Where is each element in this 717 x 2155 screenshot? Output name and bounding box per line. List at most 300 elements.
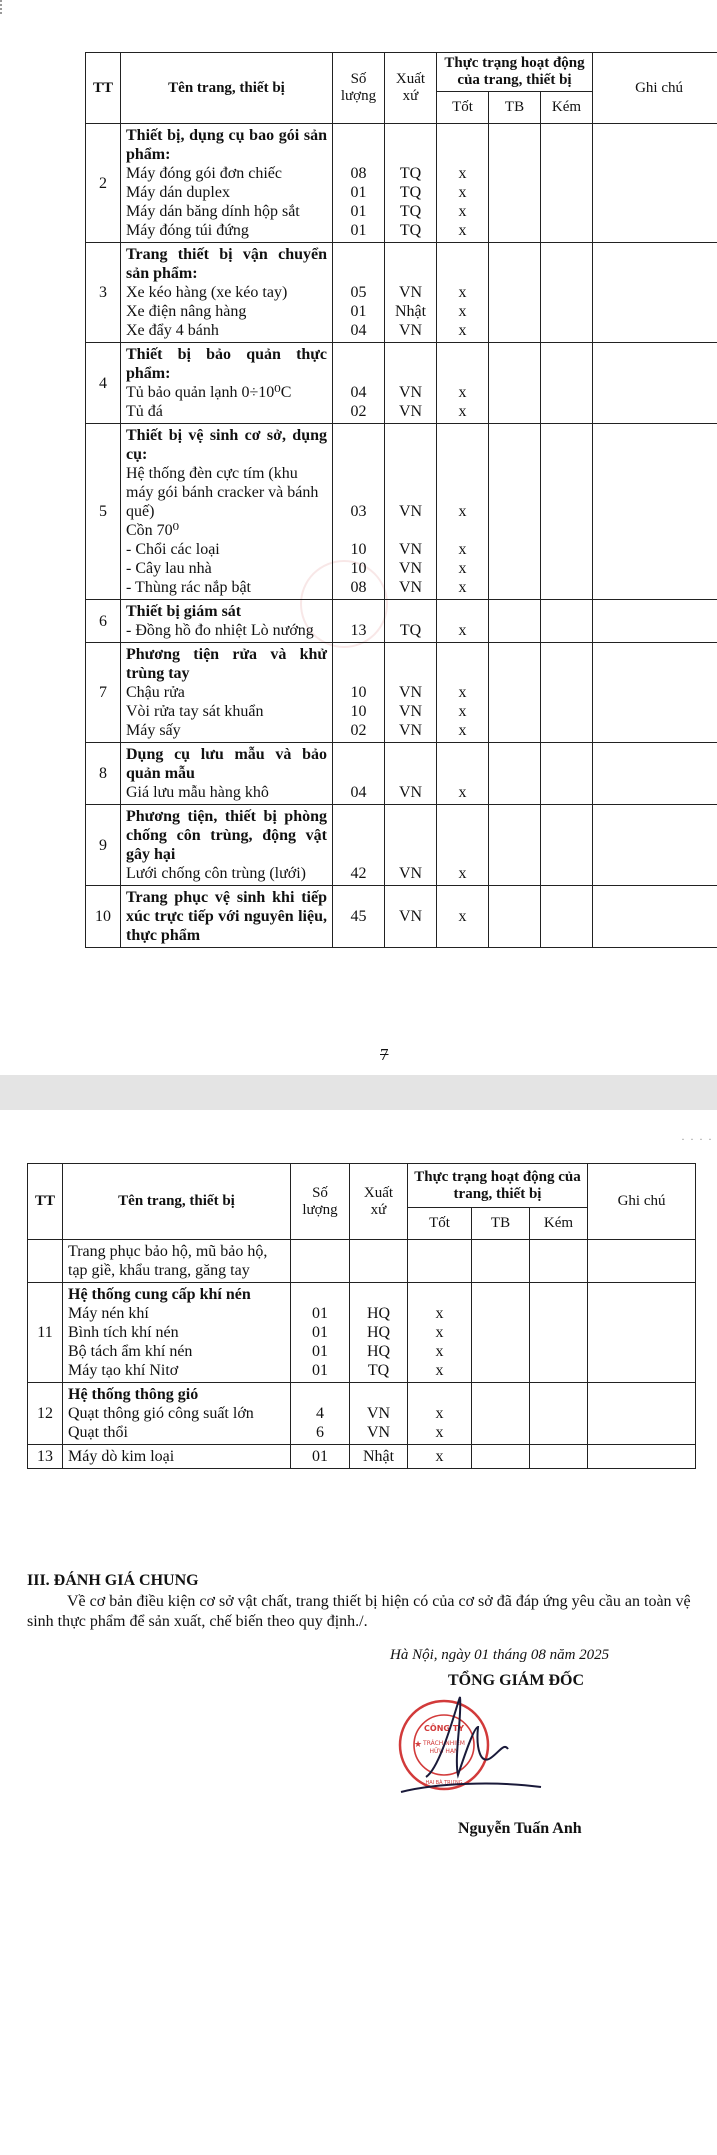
spacer <box>390 483 431 502</box>
col-avg-header: TB <box>489 92 541 124</box>
spacer <box>390 826 431 845</box>
group-heading: Thiết bị vệ sinh cơ sở, dụng cụ: <box>126 427 327 463</box>
origin-value: TQ <box>399 184 422 201</box>
spacer <box>390 245 431 264</box>
page-number: 7 <box>380 1045 389 1064</box>
status-good-mark <box>413 1261 466 1280</box>
status-poor-cell <box>541 343 593 424</box>
spacer <box>338 426 379 445</box>
note-cell <box>593 643 717 743</box>
item-name: Lưới chống côn trùng (lưới) <box>126 865 307 882</box>
col-poor-header: Kém <box>541 92 593 124</box>
spacer <box>442 426 483 445</box>
note-cell <box>593 886 717 948</box>
row-number: 2 <box>86 124 121 243</box>
quantity-value: 01 <box>312 1362 328 1379</box>
status-good-mark: x <box>458 703 467 720</box>
status-good-mark: x <box>435 1343 444 1360</box>
item-name: Tủ đá <box>126 403 163 420</box>
row-number: 9 <box>86 805 121 886</box>
item-name: Máy đóng túi đứng <box>126 222 249 239</box>
origin-value: TQ <box>399 165 422 182</box>
status-good-cell <box>437 643 489 743</box>
company-stamp-and-signature <box>396 1687 546 1807</box>
quantity-cell <box>333 124 385 243</box>
quantity-value: 10 <box>350 684 367 701</box>
origin-value: VN <box>398 503 423 520</box>
spacer <box>390 464 431 483</box>
origin-cell <box>350 1383 408 1445</box>
status-avg-cell <box>472 1383 530 1445</box>
origin-value: TQ <box>399 203 422 220</box>
document-page-1 <box>0 0 717 1075</box>
origin-cell <box>385 343 437 424</box>
row-number: 4 <box>86 343 121 424</box>
status-avg-cell <box>489 600 541 643</box>
item-name: Xe điện nâng hàng <box>126 303 247 320</box>
item-name: Bình tích khí nén <box>68 1324 179 1341</box>
spacer <box>338 664 379 683</box>
note-cell <box>588 1240 696 1283</box>
row-number: 11 <box>28 1283 63 1383</box>
status-good-cell <box>408 1445 472 1469</box>
row-number: 8 <box>86 743 121 805</box>
quantity-value: 13 <box>350 622 367 639</box>
quantity-cell <box>333 243 385 343</box>
status-avg-cell <box>489 643 541 743</box>
spacer <box>442 464 483 483</box>
note-cell <box>588 1383 696 1445</box>
col-tt-header: TT <box>28 1164 63 1240</box>
status-poor-cell <box>541 600 593 643</box>
item-name: Bộ tách ẩm khí nén <box>68 1343 193 1360</box>
col-note-header: Ghi chú <box>593 53 717 124</box>
spacer <box>338 483 379 502</box>
item-name: Xe kéo hàng (xe kéo tay) <box>126 284 288 301</box>
quantity-cell <box>333 805 385 886</box>
spacer <box>390 645 431 664</box>
spacer <box>442 826 483 845</box>
col-note-header: Ghi chú <box>588 1164 696 1240</box>
item-name: Quạt thổi <box>68 1424 128 1441</box>
status-avg-cell <box>489 124 541 243</box>
status-good-cell <box>437 243 489 343</box>
spacer <box>442 445 483 464</box>
table-row <box>86 743 717 805</box>
quantity-value: 04 <box>350 784 367 801</box>
status-poor-cell <box>530 1445 588 1469</box>
origin-value: VN <box>398 579 423 596</box>
quantity-cell <box>333 343 385 424</box>
origin-value <box>390 521 431 540</box>
row-number: 7 <box>86 643 121 743</box>
quantity-value: 01 <box>350 184 367 201</box>
quantity-cell <box>291 1383 350 1445</box>
table-body-page-2 <box>28 1240 696 1469</box>
origin-cell <box>350 1445 408 1469</box>
item-name: Máy tạo khí Nitơ <box>68 1362 179 1379</box>
group-heading: Trang thiết bị vận chuyển sản phẩm: <box>126 246 327 282</box>
status-good-mark: x <box>458 284 467 301</box>
quantity-value <box>296 1261 344 1280</box>
section-title: III. ĐÁNH GIÁ CHUNG <box>27 1572 199 1589</box>
note-cell <box>593 243 717 343</box>
item-name: - Thùng rác nắp bật <box>126 579 251 596</box>
origin-cell <box>385 600 437 643</box>
date-line: Hà Nội, ngày 01 tháng 08 năm 2025 <box>390 1647 610 1663</box>
spacer <box>442 483 483 502</box>
equipment-table-page-1 <box>85 52 717 948</box>
quantity-value: 42 <box>350 865 367 882</box>
item-name: Tủ bảo quản lạnh 0÷10⁰C <box>126 384 292 401</box>
quantity-value: 02 <box>350 722 367 739</box>
status-poor-cell <box>530 1240 588 1283</box>
status-good-cell <box>408 1283 472 1383</box>
spacer <box>442 145 483 164</box>
spacer <box>442 764 483 783</box>
spacer <box>338 807 379 826</box>
status-good-cell <box>437 124 489 243</box>
item-name: - Cây lau nhà <box>126 560 212 577</box>
status-good-mark: x <box>458 560 467 577</box>
col-qty-header: Số lượng <box>291 1164 350 1240</box>
origin-value: VN <box>398 865 423 882</box>
quantity-value: 01 <box>350 203 367 220</box>
quantity-cell <box>333 424 385 600</box>
col-good-header: Tốt <box>408 1208 472 1240</box>
spacer <box>442 664 483 683</box>
item-name-cell <box>121 600 333 643</box>
spacer <box>442 345 483 364</box>
status-good-cell <box>437 343 489 424</box>
status-poor-cell <box>541 643 593 743</box>
table-row <box>28 1240 696 1283</box>
col-origin-header: Xuất xứ <box>350 1164 408 1240</box>
spacer <box>413 1242 466 1261</box>
quantity-cell <box>291 1283 350 1383</box>
item-name: Trang phục bảo hộ, mũ bảo hộ, tạp giề, khẩu trang, găng tay <box>68 1243 268 1279</box>
spacer <box>338 145 379 164</box>
spacer <box>390 445 431 464</box>
item-name: Máy đóng gói đơn chiếc <box>126 165 282 182</box>
item-name: Máy dán băng dính hộp sắt <box>126 203 300 220</box>
status-good-mark: x <box>435 1448 444 1465</box>
note-cell <box>593 805 717 886</box>
origin-value: TQ <box>399 622 422 639</box>
spacer <box>390 745 431 764</box>
col-status-group-header: Thực trạng hoạt động của trang, thiết bị <box>408 1164 588 1208</box>
item-name: Cồn 70⁰ <box>126 522 180 539</box>
origin-cell <box>385 243 437 343</box>
spacer <box>355 1285 402 1304</box>
table-row <box>86 600 717 643</box>
quantity-value: 03 <box>350 503 367 520</box>
status-avg-cell <box>489 886 541 948</box>
origin-value: HQ <box>366 1343 391 1360</box>
status-good-mark: x <box>435 1405 444 1422</box>
status-good-cell <box>437 600 489 643</box>
status-poor-cell <box>530 1383 588 1445</box>
quantity-cell <box>333 643 385 743</box>
quantity-cell <box>333 743 385 805</box>
note-cell <box>593 124 717 243</box>
quantity-value: 04 <box>350 322 367 339</box>
status-good-mark: x <box>458 503 467 520</box>
origin-cell <box>385 743 437 805</box>
status-poor-cell <box>530 1283 588 1383</box>
quantity-value: 10 <box>350 560 367 577</box>
table-row <box>86 805 717 886</box>
item-name: Máy nén khí <box>68 1305 149 1322</box>
spacer <box>390 264 431 283</box>
spacer <box>390 764 431 783</box>
status-good-cell <box>437 743 489 805</box>
group-heading: Thiết bị bảo quản thực phẩm: <box>126 346 327 382</box>
origin-value <box>355 1261 402 1280</box>
status-good-mark: x <box>458 579 467 596</box>
item-name: Quạt thông gió công suất lớn <box>68 1405 254 1422</box>
status-good-mark: x <box>458 203 467 220</box>
note-cell <box>593 343 717 424</box>
item-name: Vòi rửa tay sát khuẩn <box>126 703 264 720</box>
quantity-value: 01 <box>312 1305 328 1322</box>
item-name: Chậu rửa <box>126 684 185 701</box>
group-heading: Thiết bị giám sát <box>126 603 242 620</box>
col-name-header: Tên trang, thiết bị <box>121 53 333 124</box>
status-avg-cell <box>472 1283 530 1383</box>
note-cell <box>593 743 717 805</box>
origin-value: VN <box>398 908 423 925</box>
quantity-value: 05 <box>350 284 367 301</box>
quantity-value <box>338 521 379 540</box>
status-avg-cell <box>489 424 541 600</box>
col-qty-header: Số lượng <box>333 53 385 124</box>
status-good-mark: x <box>458 403 467 420</box>
spacer <box>442 126 483 145</box>
status-avg-cell <box>472 1445 530 1469</box>
origin-cell <box>385 643 437 743</box>
item-name: - Chổi các loại <box>126 541 220 558</box>
spacer <box>390 602 431 621</box>
status-avg-cell <box>472 1240 530 1283</box>
spacer <box>390 807 431 826</box>
quantity-value: 4 <box>316 1405 324 1422</box>
signer-name: Nguyễn Tuấn Anh <box>458 1820 582 1837</box>
spacer <box>413 1385 466 1404</box>
group-heading: Hệ thống thông gió <box>68 1386 199 1403</box>
status-good-mark: x <box>458 184 467 201</box>
item-name-cell <box>63 1383 291 1445</box>
status-good-mark: x <box>435 1305 444 1322</box>
origin-value: HQ <box>366 1305 391 1322</box>
spacer <box>442 645 483 664</box>
spacer <box>338 602 379 621</box>
origin-value: VN <box>398 322 423 339</box>
status-good-cell <box>437 424 489 600</box>
item-name-cell <box>121 805 333 886</box>
row-number: 10 <box>86 886 121 948</box>
status-avg-cell <box>489 243 541 343</box>
spacer <box>338 764 379 783</box>
origin-value: VN <box>366 1424 391 1441</box>
quantity-cell <box>333 600 385 643</box>
spacer <box>338 464 379 483</box>
status-good-mark <box>442 521 483 540</box>
item-name-cell <box>121 124 333 243</box>
table-row <box>28 1445 696 1469</box>
quantity-value: 08 <box>350 579 367 596</box>
spacer <box>338 445 379 464</box>
origin-cell <box>350 1240 408 1283</box>
note-cell <box>588 1283 696 1383</box>
item-name: Máy dán duplex <box>126 184 230 201</box>
status-good-mark: x <box>458 622 467 639</box>
note-cell <box>593 600 717 643</box>
status-poor-cell <box>541 424 593 600</box>
origin-cell <box>385 124 437 243</box>
spacer <box>390 426 431 445</box>
spacer <box>442 845 483 864</box>
status-good-mark: x <box>435 1362 444 1379</box>
status-poor-cell <box>541 124 593 243</box>
spacer <box>390 145 431 164</box>
row-number <box>28 1240 63 1283</box>
origin-value: TQ <box>367 1362 390 1379</box>
status-good-mark: x <box>458 303 467 320</box>
item-name-cell <box>63 1283 291 1383</box>
table-row <box>28 1383 696 1445</box>
status-good-mark: x <box>458 384 467 401</box>
quantity-value: 10 <box>350 703 367 720</box>
group-heading: Thiết bị, dụng cụ bao gói sản phẩm: <box>126 127 327 163</box>
item-name-cell <box>121 343 333 424</box>
origin-value: VN <box>398 703 423 720</box>
scan-edge-mark <box>0 0 10 14</box>
spacer <box>442 602 483 621</box>
note-cell <box>593 424 717 600</box>
svg-text:HỮU HẠN: HỮU HẠN <box>429 1748 459 1755</box>
group-heading: Phương tiện, thiết bị phòng chống côn trùng, động vật gây hại <box>126 808 327 863</box>
quantity-value: 04 <box>350 384 367 401</box>
spacer <box>390 126 431 145</box>
quantity-value: 01 <box>312 1343 328 1360</box>
quantity-cell <box>291 1240 350 1283</box>
spacer <box>338 264 379 283</box>
col-status-group-header: Thực trạng hoạt động của trang, thiết bị <box>437 53 593 92</box>
quantity-value: 01 <box>350 222 367 239</box>
status-good-mark: x <box>435 1324 444 1341</box>
item-name-cell <box>63 1445 291 1469</box>
origin-value: VN <box>366 1405 391 1422</box>
status-good-mark: x <box>458 908 467 925</box>
svg-text:CÔNG TY: CÔNG TY <box>424 1724 464 1733</box>
quantity-value: 10 <box>350 541 367 558</box>
status-good-cell <box>437 805 489 886</box>
equipment-table-page-2 <box>27 1163 696 1469</box>
spacer <box>338 126 379 145</box>
table-row <box>86 124 717 243</box>
row-number: 3 <box>86 243 121 343</box>
svg-text:TRÁCH NHIỆM: TRÁCH NHIỆM <box>423 1740 465 1747</box>
col-name-header: Tên trang, thiết bị <box>63 1164 291 1240</box>
item-name-cell <box>63 1240 291 1283</box>
item-name-cell <box>121 743 333 805</box>
status-good-cell <box>408 1240 472 1283</box>
col-avg-header: TB <box>472 1208 530 1240</box>
section-body: Về cơ bản điều kiện cơ sở vật chất, trang thiết bị hiện có của cơ sở đã đáp ứng yêu cầu an toàn vệ sinh thực phẩm để sản xuất, chế biến theo quy định./. <box>27 1593 691 1630</box>
spacer <box>390 364 431 383</box>
spacer <box>390 845 431 864</box>
status-good-mark: x <box>458 722 467 739</box>
table-row <box>86 886 717 948</box>
spacer <box>390 345 431 364</box>
status-good-mark: x <box>458 165 467 182</box>
status-good-mark: x <box>458 784 467 801</box>
spacer <box>442 745 483 764</box>
item-name: Hệ thống đèn cực tím (khu máy gói bánh cracker và bánh quế) <box>126 465 319 520</box>
col-tt-header: TT <box>86 53 121 124</box>
origin-value: VN <box>398 284 423 301</box>
quantity-value: 01 <box>312 1324 328 1341</box>
origin-value: VN <box>398 722 423 739</box>
spacer <box>355 1385 402 1404</box>
status-poor-cell <box>541 743 593 805</box>
item-name-cell <box>121 243 333 343</box>
spacer <box>390 664 431 683</box>
table-body-page-1 <box>86 124 717 948</box>
spacer <box>442 245 483 264</box>
status-good-mark: x <box>458 541 467 558</box>
item-name: - Đồng hồ đo nhiệt Lò nướng <box>126 622 314 639</box>
scan-dots-mark: · · · · <box>681 1132 713 1146</box>
quantity-value: 02 <box>350 403 367 420</box>
table-row <box>86 243 717 343</box>
origin-value: HQ <box>366 1324 391 1341</box>
table-row <box>86 643 717 743</box>
status-good-cell <box>408 1383 472 1445</box>
row-number: 13 <box>28 1445 63 1469</box>
quantity-value: 45 <box>350 908 367 925</box>
spacer <box>413 1285 466 1304</box>
spacer <box>338 364 379 383</box>
spacer <box>338 645 379 664</box>
status-good-mark: x <box>458 322 467 339</box>
item-name: Xe đẩy 4 bánh <box>126 322 219 339</box>
origin-value: TQ <box>399 222 422 239</box>
status-good-mark: x <box>458 222 467 239</box>
quantity-value: 08 <box>350 165 367 182</box>
origin-cell <box>385 805 437 886</box>
group-heading: Dụng cụ lưu mẫu và bảo quản mẫu <box>126 746 327 782</box>
svg-text:HAI BÀ TRƯNG: HAI BÀ TRƯNG <box>425 1780 463 1786</box>
item-name-cell <box>121 424 333 600</box>
origin-cell <box>350 1283 408 1383</box>
col-origin-header: Xuất xứ <box>385 53 437 124</box>
origin-value: Nhật <box>362 1448 395 1465</box>
group-heading: Phương tiện rửa và khử trùng tay <box>126 646 327 682</box>
spacer <box>338 745 379 764</box>
origin-value: Nhật <box>394 303 427 320</box>
status-avg-cell <box>489 743 541 805</box>
status-good-cell <box>437 886 489 948</box>
col-poor-header: Kém <box>530 1208 588 1240</box>
status-avg-cell <box>489 805 541 886</box>
status-poor-cell <box>541 805 593 886</box>
origin-value: VN <box>398 541 423 558</box>
origin-value: VN <box>398 384 423 401</box>
quantity-value: 6 <box>316 1424 324 1441</box>
spacer <box>296 1285 344 1304</box>
